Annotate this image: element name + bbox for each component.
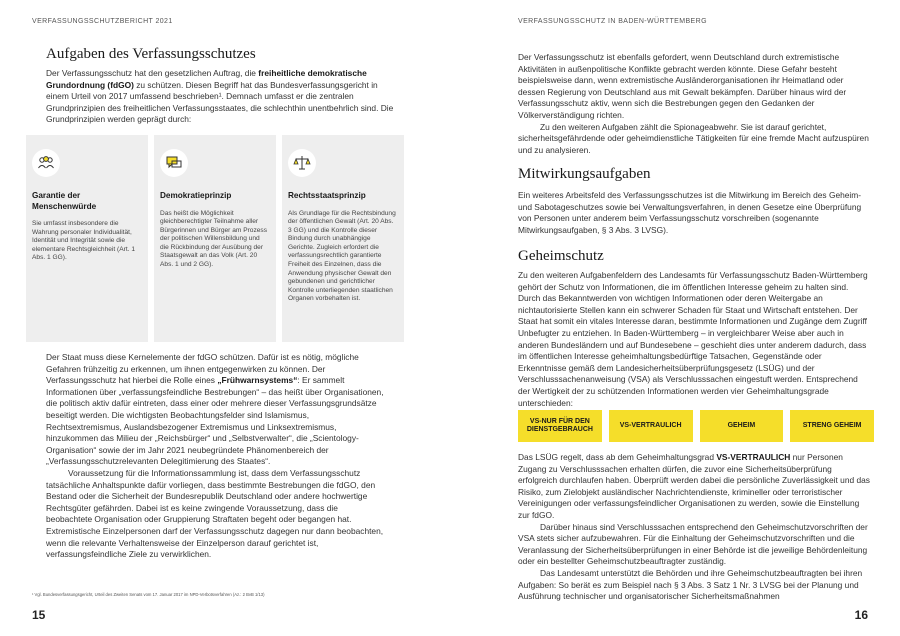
principle-box-menschenwuerde xyxy=(26,135,148,342)
heading-geheimschutz: Geheimschutz xyxy=(518,248,604,264)
speech-bubbles-icon xyxy=(160,149,188,177)
grade-streng-geheim: STRENG GEHEIM xyxy=(790,410,874,442)
heading-mitwirkungsaufgaben: Mitwirkungsaufgaben xyxy=(518,166,651,182)
principle-box-rechtsstaat xyxy=(282,135,404,342)
body-paragraph-fruehwarn: Der Staat muss diese Kernelemente der fdGO schützen. Dafür ist es nötig, mögliche Gefahren frühzeitig zu erkennen, um ihnen entgegenwirken zu können. Der Verfassungsschutz hat hierbei die Rolle eines „Frühwarnsystems“: Er sammelt Informationen über „verfassungsfeindliche Bestrebungen“ – das heißt über Organisationen, die politisch aktiv dafür eintreten, dass einer oder mehrere dieser Verfassungsgrundsätze beseitigt werden. Die wichtigsten Beobachtungsfelder sind Islamismus, Rechtsextremismus, Auslandsbezogener Extremismus und Linksextremismus, hinzukommen das Milieu der „Reichsbürger“ und „Selbstverwalter“, die „Scientology-Organisation“ sowie der im Jahr 2021 neubegründete Phänomenbereich der „Verfassungsschutzrelevanten Delegitimierung des Staates“. Voraussetzung für die Informationssammlung ist, dass dem Verfassungsschutz tatsächliche Anhaltspunkte dafür vorliegen, dass bestimmte Bestrebungen die fdGO, den Bestand oder die Sicherheit der Bundesrepublik Deutschland oder andere hochwertige Rechtsgüter gefährden. Dabei ist es keine zwingende Voraussetzung, dass die beobachtete Organisation oder Gruppierung Straftaten begeht oder begangen hat. Extremistische Einzelpersonen darf der Verfassungsschutz dagegen nur dann beobachten, wenn die relevante Verhaltensweise der Einzelperson darauf gerichtet ist, verfassungsfeindliche Ziele zu verwirklichen. xyxy=(46,352,384,560)
footnote: ¹ Vgl. Bundesverfassungsgericht, Urteil des Zweiten Senats vom 17. Januar 2017 im NPD-Verbotsverfahren (Az.: 2 BvB 1/13) xyxy=(32,592,265,597)
intro-paragraph: Der Verfassungsschutz hat den gesetzlichen Auftrag, die freiheitliche demokratische Grundordnung (fdGO) zu schützen. Diesen Begriff hat das Bundesverfassungsgericht in einem Urteil von 2017 umfassend beschrieben¹. Demnach umfasst er die zentralen Grundprinzipien des freiheitlichen Verfassungsstaates, die schlechthin unentbehrlich sind. Die Grundprinzipien werden geprägt durch: xyxy=(46,68,394,125)
page-number-left: 15 xyxy=(32,608,46,622)
principle-box-demokratie xyxy=(154,135,276,342)
scales-icon xyxy=(288,149,316,177)
principle-text: Als Grundlage für die Rechtsbindung der öffentlichen Gewalt (Art. 20 Abs. 3 GG) und die Kontrolle dieser Bindung durch unabhängige Gerichte. Zugleich erfordert die verfassungsrechtlich garantierte Freiheit des Einzelnen, dass die Anwendung physischer Gewalt den gebundenen und gerichtlicher Kontrolle unterliegenden staatlichen Organen vorbehalten ist. xyxy=(288,209,396,303)
running-head-left: VERFASSUNGSSCHUTZBERICHT 2021 xyxy=(32,18,173,25)
secrecy-grades xyxy=(518,410,874,442)
principle-text: Sie umfasst insbesondere die Wahrung personaler Individualität, Identität und Integrität sowie die elementare Rechtsgleichheit (Art. 1 Abs. 1 GG). xyxy=(32,220,135,262)
page-number-right: 16 xyxy=(854,608,868,622)
principle-text: Das heißt die Möglichkeit gleichberechtigter Teilnahme aller Bürgerinnen und Bürger am Prozess der politischen Willensbildung und die Rückbindung der Ausübung der Staatsgewalt an das Volk (Art. 20 Abs. 1 und 2 GG). xyxy=(160,209,268,269)
spionage-paragraph: Zu den weiteren Aufgaben zählt die Spionageabwehr. Sie ist darauf gerichtet, sicherheitsgefährdende oder geheimdienstliche Tätigkeiten für eine fremde Macht aufzuspüren und zu analysieren. xyxy=(518,121,869,155)
people-icon xyxy=(32,149,60,177)
running-head-right: VERFASSUNGSSCHUTZ IN BADEN-WÜRTTEMBERG xyxy=(518,18,707,25)
body-paragraph-voraussetzung: Voraussetzung für die Informationssammlung ist, dass dem Verfassungsschutz tatsächliche Anhaltspunkte dafür vorliegen, dass bestimmte Bestrebungen die fdGO, den Bestand oder die Sicherheit der Bundesrepublik Deutschland oder andere hochwertige Rechtsgüter gefährden. Dabei ist es keine zwingende Voraussetzung, dass die beobachtete Organisation oder Gruppierung Straftaten begeht oder begangen hat. Extremistische Einzelpersonen darf der Verfassungsschutz dagegen nur dann beobachten, wenn die relevante Verhaltensweise der Einzelperson darauf gerichtet ist, verfassungsfeindliche Ziele zu verwirklichen. xyxy=(46,467,384,560)
principle-title: Garantie der Menschenwürde xyxy=(32,191,97,211)
heading-aufgaben: Aufgaben des Verfassungsschutzes xyxy=(46,46,256,62)
grade-geheim: GEHEIM xyxy=(700,410,784,442)
lsueg-paragraph: Das LSÜG regelt, dass ab dem Geheimhaltungsgrad VS-VERTRAULICH nur Personen Zugang zu Verschlusssachen erhalten dürfen, die zuvor eine Sicherheitsüberprüfung erfolgreich durchlaufen haben. Überprüft werden dabei die persönliche Zuverlässigkeit und das Risiko, zum Zielobjekt ausländischer Nachrichtendienste, krimineller oder terroristischer Vereinigungen oder verfassungsfeindlicher Organisationen zu werden, sowie die Einstellung zur fdGO. Darüber hinaus sind Verschlusssachen entsprechend den Geheimschutzvorschriften der VSA stets sicher aufzubewahren. Für die Einhaltung der Geheimschutzvorschriften und die Veranlassung der Sicherheitsüberprüfungen in einer Behörde ist die jeweilige Behördenleitung oder ein bestellter Geheimschutzbeauftragter zuständig. Das Landesamt unterstützt die Behörden und ihre Geheimschutzbeauftragten bei ihren Aufgaben: So berät es zum Beispiel nach § 3 Abs. 3 Satz 1 Nr. 3 LVSG bei der Planung und Ausführung technischer und organisatorischer Sicherheitsmaßnahmen xyxy=(518,452,870,602)
grade-vs-vertraulich: VS-VERTRAULICH xyxy=(609,410,693,442)
grade-vs-nfd: VS-NUR FÜR DEN DIENSTGEBRAUCH xyxy=(518,410,602,442)
principle-title: Demokratieprinzip xyxy=(160,191,232,200)
mitwirkung-paragraph: Ein weiteres Arbeitsfeld des Verfassungsschutzes ist die Mitwirkung im Bereich des Geheim- und Sabotageschutzes sowie bei Verwaltungsverfahren, in denen Gesetze eine Überprüfung von Personen unter anderem beim Verfassungsschutz vorschreiben (sogenannte Mitwirkungsaufgaben, § 3 Abs. 3 LVSG). xyxy=(518,190,862,235)
landesamt-paragraph: Das Landesamt unterstützt die Behörden und ihre Geheimschutzbeauftragten bei ihren Aufgaben: So berät es zum Beispiel nach § 3 Abs. 3 Satz 1 Nr. 3 LVSG bei der Planung und Ausführung technischer und organisatorischer Sicherheitsmaßnahmen xyxy=(518,567,863,602)
vsa-paragraph: Darüber hinaus sind Verschlusssachen entsprechend den Geheimschutzvorschriften der VSA stets sicher aufzubewahren. Für die Einhaltung der Geheimschutzvorschriften und die Veranlassung der Sicherheitsüberprüfungen in einer Behörde ist die jeweilige Behördenleitung oder ein bestellter Geheimschutzbeauftragter zuständig. xyxy=(518,521,868,567)
aussenpolitik-paragraph: Der Verfassungsschutz ist ebenfalls gefordert, wenn Deutschland durch extremistische Aktivitäten in außenpolitische Konflikte gebracht werden könnte. Diese Gefahr besteht beispielsweise dann, wenn extremistische Ausländerorganisationen ihr Heimatland oder dessen Regierung von Deutschland aus mit Gewalt bekämpfen. Darüber hinaus wird der Verfassungsschutz aktiv, wenn sich die Bestrebungen gegen den Gedanken der Völkerverständigung richten. Zu den weiteren Aufgaben zählt die Spionageabwehr. Sie ist darauf gerichtet, sicherheitsgefährdende oder geheimdienstliche Tätigkeiten für eine fremde Macht aufzuspüren und zu analysieren. xyxy=(518,52,869,155)
principle-title: Rechtsstaatsprinzip xyxy=(288,191,366,200)
geheimschutz-paragraph: Zu den weiteren Aufgabenfeldern des Landesamts für Verfassungsschutz Baden-Württemberg gehört der Schutz von Informationen, die im öffentlichen Interesse geheim zu halten sind. Durch das Bekanntwerden von wichtigen Informationen oder deren Weitergabe an nichtautorisierte Stellen kann ein schwerer Schaden für Staat und Wirtschaft entstehen. Der Staat hat somit ein vitales Interesse daran, bestimmte Informationen und Zugänge dem Zugriff Unbefugter zu entziehen. In Baden-Württemberg – in vergleichbarer Weise aber auch in anderen Bundesländern und auf Bundesebene – geschieht dies unter anderem dadurch, dass im öffentlichen Interesse geheimhaltungsbedürftige Tatsachen, Gegenstände oder Erkenntnisse gemäß dem Landesicherheitsüberprüfungsgesetz (LSÜG) und der Verschlusssachenanweisung (VSA) als Verschlusssachen eingestuft werden. Entsprechend der Wertigkeit der zu schützenden Informationen werden vier Geheimhaltungsgrade unterschieden: xyxy=(518,270,868,408)
principles-boxes xyxy=(26,135,404,342)
